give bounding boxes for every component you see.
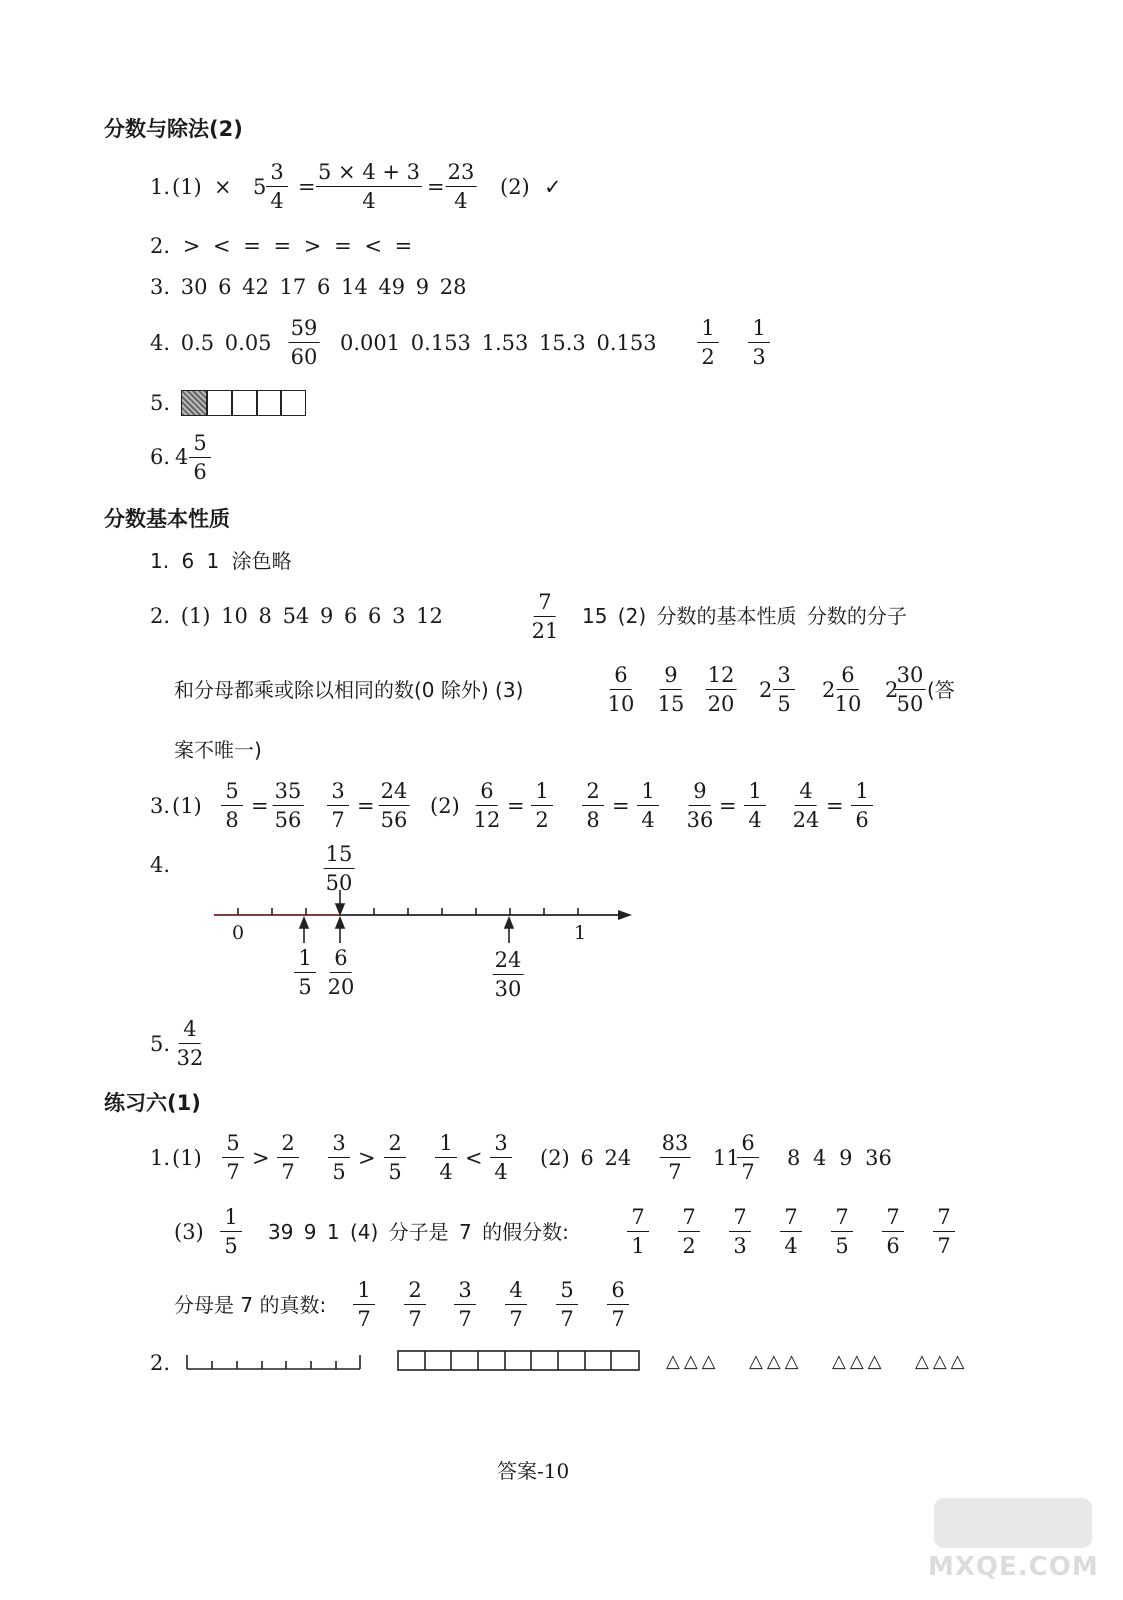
s2-q2-mixed-whole-3: 2 [885, 678, 899, 702]
s3-improper-2: $\frac{7}{2}$ [678, 1207, 700, 1257]
s3-q2-triangle-group-2: △△△ [749, 1351, 803, 1372]
s3-cmp3-right: $\frac{3}{4}$ [490, 1133, 512, 1183]
s3-cmp2-sign: > [358, 1146, 376, 1170]
s2-q3-eq2-left: $\frac{3}{7}$ [327, 781, 349, 831]
s3-cmp2-right: $\frac{2}{5}$ [384, 1133, 406, 1183]
s3-q2-triangle-group-1: △△△ [666, 1351, 720, 1372]
s2-q3-eq3-right: $\frac{1}{2}$ [531, 781, 553, 831]
section-title-basic-property: 分数基本性质 [104, 507, 230, 531]
s3-cmp1-right: $\frac{2}{7}$ [277, 1133, 299, 1183]
watermark-text: MXQE.COM [928, 1552, 1099, 1582]
s2-q5-number: 5. [150, 1032, 171, 1056]
s2-q3-eq6-equals: = [826, 794, 844, 818]
s3-proper-label: 分母是 7 的真数: [174, 1293, 327, 1317]
s3-proper-4: $\frac{4}{7}$ [505, 1280, 527, 1330]
s2-q3-number: 3. [150, 794, 171, 818]
q5-cell-strip [181, 390, 306, 416]
number-line-zero-label: 0 [232, 922, 245, 944]
s3-improper-6: $\frac{7}{6}$ [882, 1207, 904, 1257]
s2-q3-eq5-right: $\frac{1}{4}$ [744, 781, 766, 831]
s3-q1-number: 1. [150, 1146, 171, 1170]
s2-q4-number: 4. [150, 853, 171, 877]
s2-q1-answers: 1. 6 1 涂色略 [150, 549, 292, 573]
s3-fraction-83-7: $\frac{83}{7}$ [661, 1131, 689, 1184]
s2-q2-mixed-frac-2: $\frac{6}{10}$ [834, 663, 862, 716]
q4-answers-middle: 0.001 0.153 1.53 15.3 0.153 [340, 331, 657, 355]
s2-q3-eq3-left: $\frac{6}{12}$ [473, 779, 501, 832]
s3-proper-3: $\frac{3}{7}$ [454, 1280, 476, 1330]
s3-q2-cell-box [397, 1350, 641, 1372]
q1-equals-2: = [427, 175, 445, 199]
s2-q2-fraction-6-10: $\frac{6}{10}$ [607, 663, 635, 716]
s2-q5-fraction-4-32: $\frac{4}{32}$ [176, 1017, 204, 1070]
q4-fraction-1-2: $\frac{1}{2}$ [697, 318, 719, 368]
section-title-fraction-division: 分数与除法(2) [104, 117, 243, 141]
number-line-arrowhead [618, 910, 632, 920]
s2-q2-mixed-whole-1: 2 [759, 678, 773, 702]
s2-q3-part1: (1) [172, 794, 202, 818]
s2-q3-eq6-left: $\frac{4}{24}$ [792, 779, 820, 832]
s2-q3-eq4-left: $\frac{2}{8}$ [582, 781, 604, 831]
s3-proper-6: $\frac{6}{7}$ [607, 1280, 629, 1330]
s2-q3-eq1-left: $\frac{5}{8}$ [221, 781, 243, 831]
q1-mark-cross: × [214, 175, 232, 199]
s2-q3-eq4-right: $\frac{1}{4}$ [637, 781, 659, 831]
s3-q1-part2: (2) 6 24 [540, 1146, 632, 1170]
s3-proper-5: $\frac{5}{7}$ [556, 1280, 578, 1330]
s3-q1-part3: (3) [174, 1220, 204, 1244]
number-line-one-label: 1 [574, 922, 587, 944]
s2-q2-fraction-9-15: $\frac{9}{15}$ [657, 663, 685, 716]
s2-q2-answers-end: 15 (2) 分数的基本性质 分数的分子 [582, 604, 907, 628]
s2-q2-fraction-12-20: $\frac{12}{20}$ [707, 663, 735, 716]
s3-q2-triangle-group-4: △△△ [915, 1351, 969, 1372]
q2-answers: 2. > < = = > = < = [150, 234, 413, 258]
q1-number: 1. [150, 175, 171, 199]
number-line-label-15-50: $\frac{15}{50}$ [325, 842, 353, 895]
number-line-label-6-20: $\frac{6}{20}$ [327, 946, 355, 999]
q1-fraction-23-4: $\frac{23}{4}$ [447, 160, 475, 213]
s3-cmp1-sign: > [252, 1146, 270, 1170]
q3-answers: 3. 30 6 42 17 6 14 49 9 28 [150, 275, 467, 299]
s3-proper-2: $\frac{2}{7}$ [404, 1280, 426, 1330]
s3-mixed-whole-11: 11 [713, 1146, 740, 1170]
s2-q3-eq4-equals: = [612, 794, 630, 818]
s3-q1-part3-tail: 39 9 1 (4) 分子是 7 的假分数: [268, 1220, 569, 1244]
s2-q3-eq3-equals: = [507, 794, 525, 818]
s2-q2-tail: (答 [927, 678, 955, 702]
number-line-label-1-5: $\frac{1}{5}$ [294, 948, 316, 998]
s3-q2-number: 2. [150, 1351, 171, 1375]
s2-q3-eq5-equals: = [719, 794, 737, 818]
s3-q1-part2-tail: 8 4 9 36 [787, 1146, 892, 1170]
q1-mark-check: ✓ [544, 175, 562, 199]
s3-mixed-frac-6-7: $\frac{6}{7}$ [737, 1133, 759, 1183]
q1-fraction-expression: $\frac{5 \times 4 + 3}{4}$ [318, 160, 420, 213]
watermark-badge [934, 1498, 1092, 1548]
s3-cmp3-sign: < [465, 1146, 483, 1170]
s2-q2-answers-start: 2. (1) 10 8 54 9 6 6 3 12 [150, 604, 443, 628]
s2-q2-mixed-whole-2: 2 [822, 678, 836, 702]
q1-part1: (1) [172, 175, 202, 199]
q1-whole: 5 [253, 175, 267, 199]
q4-fraction-1-3: $\frac{1}{3}$ [748, 318, 770, 368]
s2-q2-line3: 案不唯一) [174, 738, 262, 762]
s3-fraction-1-5: $\frac{1}{5}$ [220, 1207, 242, 1257]
number-line-arrows [300, 890, 513, 943]
s3-improper-1: $\frac{7}{1}$ [627, 1207, 649, 1257]
s2-q2-mixed-frac-1: $\frac{3}{5}$ [773, 665, 795, 715]
s3-cmp2-left: $\frac{3}{5}$ [328, 1133, 350, 1183]
q6-whole: 4 [175, 445, 189, 469]
q1-equals-1: = [298, 175, 316, 199]
q6-fraction: $\frac{5}{6}$ [189, 433, 211, 483]
s3-q2-triangle-group-3: △△△ [832, 1351, 886, 1372]
s3-cmp1-left: $\frac{5}{7}$ [222, 1133, 244, 1183]
s2-q3-eq2-right: $\frac{24}{56}$ [380, 779, 408, 832]
q4-fraction-59-60: $\frac{59}{60}$ [290, 316, 318, 369]
section-title-exercise-6-1: 练习六(1) [104, 1091, 201, 1115]
q5-number: 5. [150, 391, 171, 415]
s2-q3-eq2-equals: = [357, 794, 375, 818]
q1-fraction-3-4: $\frac{3}{4}$ [266, 162, 288, 212]
s3-improper-3: $\frac{7}{3}$ [729, 1207, 751, 1257]
s2-q2-fraction-7-21: $\frac{7}{21}$ [531, 590, 559, 643]
page-footer: 答案-10 [497, 1459, 570, 1483]
s3-cmp3-left: $\frac{1}{4}$ [435, 1133, 457, 1183]
s2-q3-eq1-right: $\frac{35}{56}$ [274, 779, 302, 832]
q6-number: 6. [150, 445, 171, 469]
s2-q3-eq5-left: $\frac{9}{36}$ [686, 779, 714, 832]
s3-improper-4: $\frac{7}{4}$ [780, 1207, 802, 1257]
s2-q2-mixed-frac-3: $\frac{30}{50}$ [896, 663, 924, 716]
s3-improper-7: $\frac{7}{7}$ [933, 1207, 955, 1257]
s3-q1-part1: (1) [172, 1146, 202, 1170]
q5-shaded-cell [182, 391, 206, 415]
s3-proper-1: $\frac{1}{7}$ [353, 1280, 375, 1330]
q4-answers-start: 4. 0.5 0.05 [150, 331, 272, 355]
s2-q3-part2: (2) [430, 794, 460, 818]
q1-part2: (2) [500, 175, 530, 199]
s2-q2-line2: 和分母都乘或除以相同的数(0 除外) (3) [174, 678, 524, 702]
number-line-ticks [238, 908, 578, 915]
s3-improper-5: $\frac{7}{5}$ [831, 1207, 853, 1257]
s3-q2-ruler [186, 1351, 362, 1373]
watermark-logo [928, 1498, 1098, 1588]
s2-q3-eq1-equals: = [251, 794, 269, 818]
number-line-label-24-30: $\frac{24}{30}$ [494, 948, 522, 1001]
s2-q3-eq6-right: $\frac{1}{6}$ [851, 781, 873, 831]
